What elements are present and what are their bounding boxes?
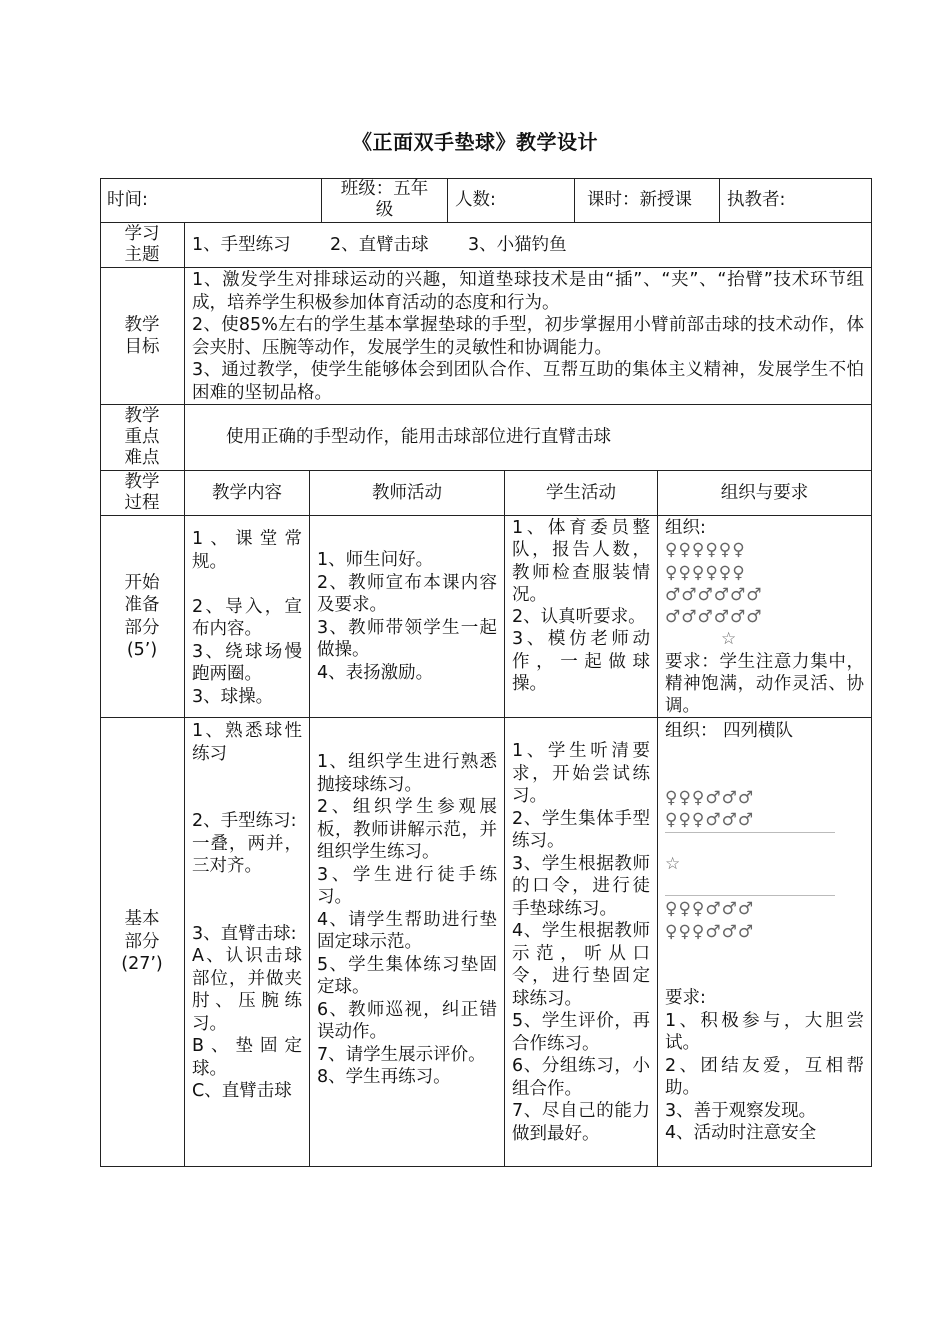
organization-title: 组织： 四列横队	[665, 721, 794, 741]
requirement-item: 3、善于观察发现。	[665, 1100, 817, 1121]
student-item: 1、学生听清要求，开始尝试练习。	[512, 741, 650, 806]
teacher-item: 2、组织学生参观展板，教师讲解示范，并组织学生练习。	[317, 797, 497, 862]
content-item: 一叠，两并，三对齐。	[192, 833, 302, 876]
warmup-student-cell	[505, 516, 658, 718]
keypoints-cell	[185, 405, 872, 471]
topic-item: 1、手型练习	[192, 234, 291, 255]
keypoints-label-cell	[100, 405, 185, 471]
content-item: 3、球操。	[192, 686, 274, 707]
section-label-line: 部分	[124, 617, 160, 638]
section-label-line: 开始	[124, 572, 160, 593]
period-label: 课时：新授课	[587, 189, 692, 210]
main-teacher-cell	[310, 718, 505, 1167]
main-student-cell	[505, 718, 658, 1167]
section-label-warmup	[100, 516, 185, 718]
teacher-item: 4、请学生帮助进行垫固定球示范。	[317, 909, 497, 952]
column-header-teacher: 教师活动	[310, 471, 505, 516]
class-label-line2: 级	[375, 200, 394, 220]
student-item: 3、学生根据教师的口令，进行徒手垫球练习。	[512, 853, 650, 919]
goals-cell	[185, 268, 872, 405]
formation-row: ♂♂♂♂♂♂	[665, 584, 763, 605]
formation-row: ♀♀♀♂♂♂	[665, 899, 755, 919]
formation-row: ♀♀♀♀♀♀	[665, 562, 746, 583]
content-item: 2、导入，宣布内容。	[192, 596, 302, 639]
column-header-student: 学生活动	[505, 471, 658, 516]
count-cell	[448, 178, 575, 223]
teacher-item: 5、学生集体练习垫固定球。	[317, 954, 497, 997]
topic-cell	[185, 223, 872, 268]
content-item: 3、直臂击球:	[192, 923, 297, 944]
requirement-item: 1、积极参与，大胆尝试。	[665, 1010, 864, 1053]
content-item: C、直臂击球	[192, 1081, 292, 1101]
section-duration: (5’)	[126, 640, 158, 660]
goal-item: 1、激发学生对排球运动的兴趣，知道垫球技术是由“插”、“夹”、“抬臂”技术环节组成，培养学生积极参加体育活动的态度和行为。	[192, 270, 864, 313]
formation-row: ♀♀♀♀♀♀	[665, 540, 746, 561]
main-content-cell	[185, 718, 310, 1167]
student-item: 3、模仿老师动作，一起做球操。	[512, 629, 650, 695]
warmup-organization-cell	[658, 516, 872, 718]
warmup-content-cell	[185, 516, 310, 718]
section-duration: (27’)	[121, 954, 163, 975]
teacher-item: 3、学生进行徒手练习。	[317, 864, 497, 907]
content-item: 1、课堂常规。	[192, 529, 302, 572]
column-header-organization: 组织与要求	[658, 471, 872, 516]
teacher-label: 执教者:	[727, 189, 786, 210]
student-item: 1、体育委员整队，报告人数，教师检查服装情况。	[512, 518, 650, 605]
goals-label-1: 教学	[124, 314, 160, 335]
class-label-line1: 班级：五年	[340, 179, 429, 199]
process-label-cell	[100, 471, 185, 516]
teacher-item: 3、教师带领学生一起做操。	[317, 617, 497, 660]
column-header-content: 教学内容	[185, 471, 310, 516]
court-line	[665, 832, 835, 833]
page-title: 《正面双手垫球》教学设计	[352, 130, 598, 154]
teacher-star-icon: ☆	[721, 629, 738, 650]
keypoints-label-3: 难点	[124, 448, 160, 468]
student-item: 4、学生根据教师示范，听从口令，进行垫固定球练习。	[512, 921, 650, 1009]
section-label-line: 基本	[124, 909, 160, 930]
process-label-2: 过程	[124, 493, 160, 513]
teacher-item: 7、请学生展示评价。	[317, 1044, 486, 1065]
teacher-item: 4、表扬激励。	[317, 662, 434, 683]
formation-row: ♂♂♂♂♂♂	[665, 607, 763, 628]
teacher-item: 1、师生问好。	[317, 550, 434, 570]
content-item: B、垫固定球。	[192, 1036, 302, 1079]
section-label-line: 部分	[124, 931, 160, 952]
requirement-item: 2、团结友爱，互相帮助。	[665, 1055, 864, 1098]
requirement-title: 要求:	[665, 988, 706, 1008]
keypoints-text: 使用正确的手型动作，能用击球部位进行直臂击球	[226, 427, 611, 448]
formation-row: ♀♀♀♂♂♂	[665, 787, 755, 808]
student-item: 2、认真听要求。	[512, 607, 646, 628]
content-item: 2、手型练习:	[192, 811, 297, 831]
goal-item: 2、使85%左右的学生基本掌握垫球的手型，初步掌握用小臂前部击球的技术动作，体会夹肘、压腕等动作，发展学生的灵敏性和协调能力。	[192, 315, 864, 358]
time-label: 时间:	[107, 189, 148, 210]
requirement-text: 要求：学生注意力集中，精神饱满，动作灵活、协调。	[665, 651, 864, 717]
count-label: 人数:	[455, 189, 496, 210]
main-organization-cell	[658, 718, 872, 1167]
topic-item: 3、小猫钓鱼	[468, 234, 567, 255]
teacher-cell	[720, 178, 872, 223]
formation-row: ♀♀♀♂♂♂	[665, 921, 755, 942]
content-item: A、认识击球部位，并做夹肘、压腕练习。	[192, 946, 302, 1034]
section-label-main	[100, 718, 185, 1167]
teacher-item: 6、教师巡视，纠正错误动作。	[317, 999, 497, 1042]
time-cell	[100, 178, 322, 223]
content-item: 1、熟悉球性练习	[192, 721, 302, 764]
teacher-star-icon: ☆	[665, 853, 682, 874]
organization-title: 组织:	[665, 518, 706, 538]
topic-label-2: 主题	[124, 245, 160, 265]
class-cell	[322, 178, 448, 223]
requirement-item: 4、活动时注意安全	[665, 1123, 817, 1143]
formation-row: ♀♀♀♂♂♂	[665, 810, 755, 830]
process-label-1: 教学	[124, 472, 160, 492]
teacher-item: 1、组织学生进行熟悉抛接球练习。	[317, 752, 497, 795]
student-item: 6、分组练习，小组合作。	[512, 1056, 650, 1099]
teacher-item: 8、学生再练习。	[317, 1067, 451, 1087]
keypoints-label-2: 重点	[124, 427, 160, 447]
student-item: 7、尽自己的能力做到最好。	[512, 1101, 650, 1144]
warmup-teacher-cell	[310, 516, 505, 718]
student-item: 2、学生集体手型练习。	[512, 808, 650, 851]
period-cell	[575, 178, 720, 223]
keypoints-label-1: 教学	[124, 406, 160, 426]
goal-item: 3、通过教学，使学生能够体会到团队合作、互帮互助的集体主义精神，发展学生不怕困难的坚韧品格。	[192, 360, 864, 403]
content-item: 3、绕球场慢跑两圈。	[192, 641, 302, 684]
teacher-item: 2、教师宣布本课内容及要求。	[317, 572, 497, 615]
goals-label-2: 目标	[124, 337, 160, 357]
court-line	[665, 895, 835, 896]
topic-label-1: 学习	[124, 224, 160, 244]
section-label-line: 准备	[124, 595, 160, 615]
goals-label-cell	[100, 268, 185, 405]
topic-label-cell	[100, 223, 185, 268]
student-item: 5、学生评价，再合作练习。	[512, 1011, 650, 1054]
topic-item: 2、直臂击球	[330, 234, 429, 255]
